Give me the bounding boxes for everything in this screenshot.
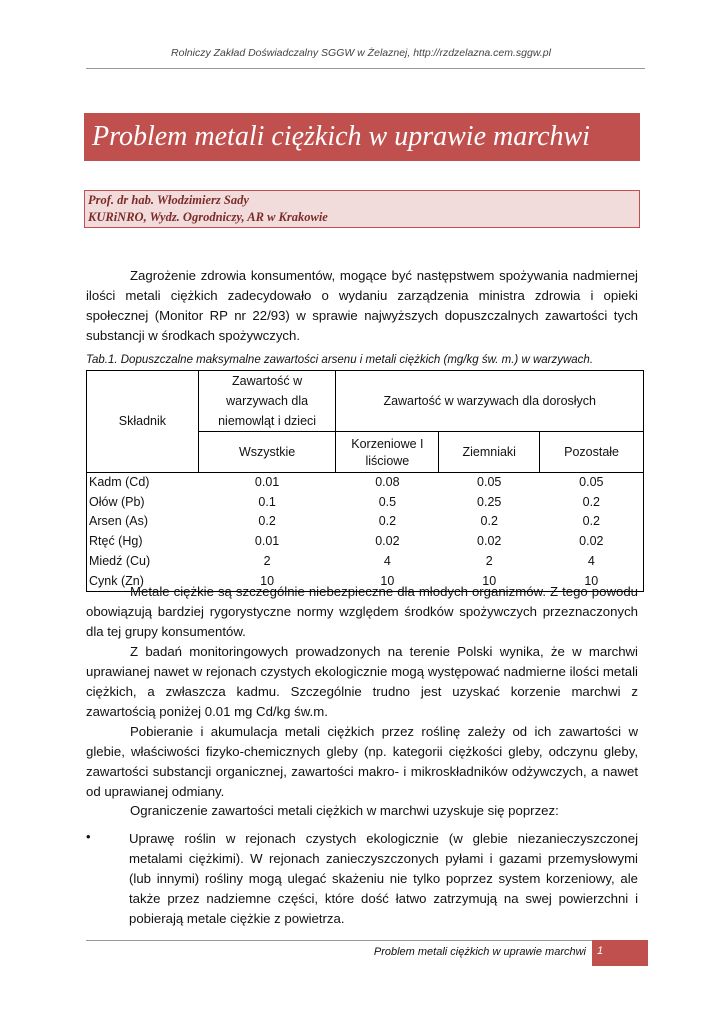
cell-value: 2 bbox=[485, 553, 493, 568]
page-header: Rolniczy Zakład Doświadczalny SGGW w Żelaznej, http://rzdzelazna.cem.sggw.pl bbox=[171, 47, 551, 59]
table-row bbox=[87, 512, 644, 532]
cell-value: 0.02 bbox=[477, 534, 502, 549]
header-infants: Zawartość w warzywach dla niemowląt i dzieci bbox=[198, 371, 336, 432]
table-row bbox=[87, 493, 644, 513]
bullet-marker: • bbox=[86, 829, 91, 844]
cell-value: 0.2 bbox=[378, 514, 397, 529]
cell-value: 4 bbox=[383, 553, 391, 568]
cell-value: 0.05 bbox=[477, 475, 502, 489]
cell-value: 0.02 bbox=[579, 534, 604, 549]
footer-title: Problem metali ciężkich w uprawie marchwi bbox=[373, 946, 586, 958]
cell-value: 10 bbox=[380, 573, 395, 588]
body-paragraph-3: Pobieranie i akumulacja metali ciężkich przez roślinę zależy od ich zawartości w glebie, właściwości fizyko-chemicznych gleby (np. kategorii ciężkości gleby, odczynu gleby, zawartości substancji organicznej, zawartości makro- i mikroskładników odżywczych, a nawet od uprawianej odmiany. bbox=[86, 724, 638, 799]
cell-value: 0.01 bbox=[254, 475, 280, 489]
table-row bbox=[87, 532, 644, 552]
header-potatoes: Ziemniaki bbox=[439, 432, 540, 473]
header-divider bbox=[86, 68, 645, 69]
cell-name: Cynk (Zn) bbox=[89, 573, 144, 588]
footer-divider bbox=[86, 940, 592, 941]
cell-value: 10 bbox=[482, 573, 497, 588]
cell-value: 0.2 bbox=[480, 514, 498, 529]
header-component: Składnik bbox=[87, 371, 199, 473]
cell-value: 0.1 bbox=[258, 494, 276, 509]
body-paragraph-4: Ograniczenie zawartości metali ciężkich w marchwi uzyskuje się poprzez: bbox=[130, 803, 559, 818]
header-adults: Zawartość w warzywach dla dorosłych bbox=[336, 371, 644, 432]
cell-value: 0.5 bbox=[378, 494, 397, 509]
cell-value: 0.01 bbox=[254, 534, 280, 549]
author-affiliation: KURiNRO, Wydz. Ogrodniczy, AR w Krakowie bbox=[88, 210, 328, 224]
cell-name: Arsen (As) bbox=[89, 514, 149, 529]
body-paragraph-1: Metale ciężkie są szczególnie niebezpieczne dla młodych organizmów. Z tego powodu obowiązują bardziej rygorystyczne normy względem środków spożywczych przeznaczonych dla tej grupy konsumentów. bbox=[86, 584, 638, 639]
cell-value: 0.02 bbox=[375, 534, 400, 549]
header-root: Korzeniowe I liściowe bbox=[336, 432, 439, 473]
table-row bbox=[87, 473, 644, 493]
header-other: Pozostałe bbox=[540, 432, 644, 473]
page-number: 1 bbox=[592, 940, 648, 966]
header-all: Wszystkie bbox=[198, 432, 336, 473]
cell-value: 4 bbox=[587, 553, 595, 568]
cell-value: 10 bbox=[584, 573, 599, 588]
cell-name: Miedź (Cu) bbox=[89, 553, 151, 568]
cell-value: 0.2 bbox=[582, 494, 601, 509]
cell-name: Rtęć (Hg) bbox=[89, 534, 143, 549]
cell-name: Ołów (Pb) bbox=[89, 494, 145, 509]
body-paragraph-2: Z badań monitoringowych prowadzonych na terenie Polski wynika, że w marchwi uprawianej nawet w rejonach czystych ekologicznie mogą występować nadmierne ilości metali ciężkich, a zwłaszcza kadmu. Szczególnie trudno jest uzyskać korzenie marchwi z zawartością poniżej 0.01 mg Cd/kg św.m. bbox=[86, 644, 638, 719]
cell-value: 0.2 bbox=[258, 514, 276, 529]
cell-name: Kadm (Cd) bbox=[89, 475, 150, 489]
limits-table bbox=[86, 370, 644, 592]
table-caption: Tab.1. Dopuszczalne maksymalne zawartości arsenu i metali ciężkich (mg/kg św. m.) w warzywach. bbox=[86, 354, 594, 366]
cell-value: 2 bbox=[263, 553, 271, 568]
cell-value: 0.2 bbox=[582, 514, 601, 529]
intro-paragraph: Zagrożenie zdrowia konsumentów, mogące być następstwem spożywania nadmiernej ilości metali ciężkich zadecydowało o wydaniu zarządzenia ministra zdrowia i opieki społecznej (Monitor RP nr 22/93) w sprawie najwyższych dopuszczalnych zawartości tych substancji w środkach spożywczych. bbox=[86, 268, 638, 343]
author-box bbox=[84, 190, 640, 228]
table-row bbox=[87, 552, 644, 572]
document-title: Problem metali ciężkich w uprawie marchwi bbox=[84, 113, 640, 161]
cell-value: 0.25 bbox=[477, 494, 502, 509]
author-name: Prof. dr hab. Włodzimierz Sady bbox=[88, 193, 249, 207]
cell-value: 0.05 bbox=[579, 475, 604, 489]
cell-value: 0.08 bbox=[375, 475, 400, 489]
cell-value: 10 bbox=[260, 573, 275, 588]
bullet-item: Uprawę roślin w rejonach czystych ekologicznie (w glebie niezanieczyszczonej metalami ciężkimi). W rejonach zanieczyszczonych pyłami i gazami przemysłowymi (lub innymi) rośliny mogą ulegać skażeniu nie tylko poprzez system korzeniowy, ale także przez nadziemne części, które dość łatwo zatrzymują na swej powierzchni i pobierają metale ciężkie z powietrza. bbox=[129, 831, 638, 926]
